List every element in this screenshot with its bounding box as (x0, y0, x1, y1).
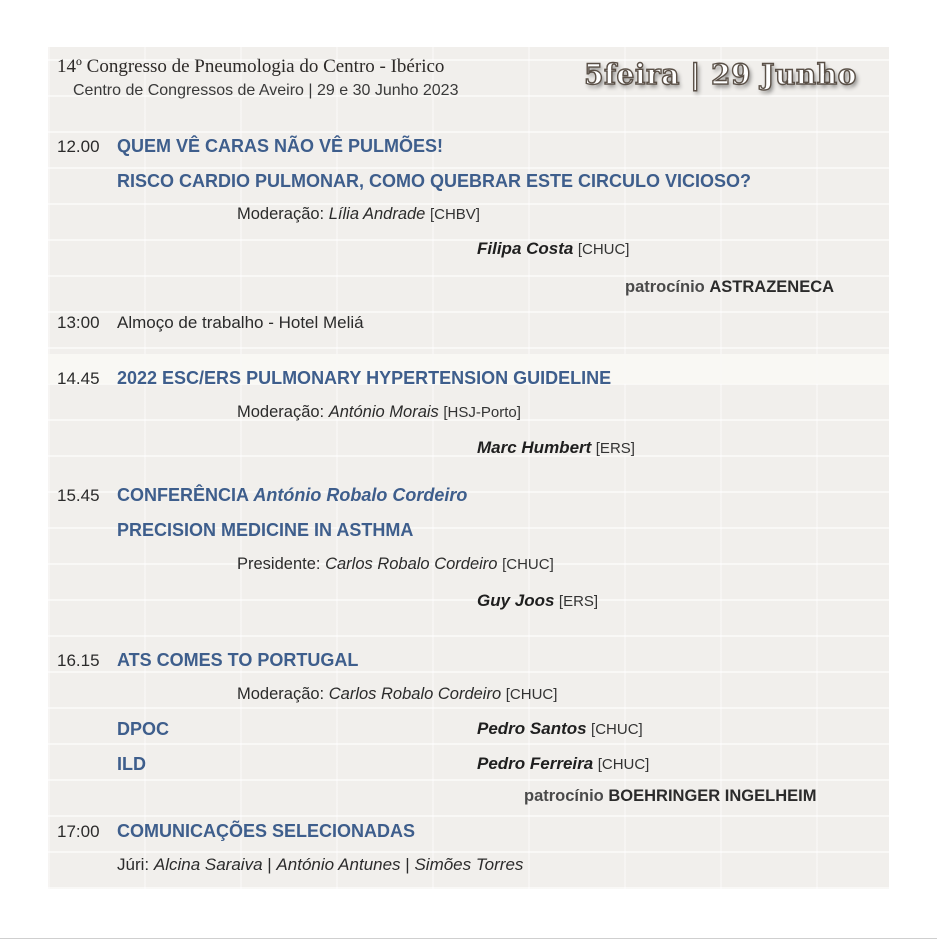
moderator-name: Lília Andrade (328, 205, 426, 223)
speaker-affiliation: [ERS] (595, 440, 635, 457)
session4-moderation (237, 685, 557, 704)
jury-label: Júri: (117, 855, 150, 874)
session4-time: 16.15 (57, 651, 100, 670)
speaker-affiliation: [CHUC] (577, 241, 630, 258)
moderator-affiliation: [CHUC] (505, 686, 558, 703)
session2-title: 2022 ESC/ERS PULMONARY HYPERTENSION GUIDELINE (117, 368, 612, 388)
session1-title-line2: RISCO CARDIO PULMONAR, COMO QUEBRAR ESTE CIRCULO VICIOSO? (117, 171, 752, 191)
speaker-name: Pedro Ferreira (477, 754, 594, 773)
session4-topic-ild: ILD (117, 754, 146, 774)
speaker-name: Marc Humbert (477, 438, 592, 457)
bottom-divider (0, 938, 937, 939)
session4-speaker-line-1 (477, 719, 643, 739)
speaker-affiliation: [CHUC] (591, 721, 643, 738)
day-label: 5feira | 29 Junho (584, 58, 857, 91)
speaker-affiliation: [ERS] (558, 593, 599, 610)
jury-member-1: Alcina Saraiva (153, 855, 263, 874)
sponsor-prefix: patrocínio (625, 278, 705, 296)
conference-title: 14º Congresso de Pneumologia do Centro - Ibérico (57, 56, 445, 77)
session3-president (237, 555, 554, 574)
jury-member-3: Simões Torres (414, 855, 524, 874)
speaker-name: Guy Joos (477, 591, 555, 610)
speaker-name: Pedro Santos (477, 719, 587, 738)
moderation-label: Moderação: (237, 205, 325, 223)
session1-sponsor (625, 278, 834, 297)
session3-speaker-line (477, 591, 598, 611)
session1-moderation (237, 205, 480, 224)
speaker-affiliation: [CHUC] (597, 756, 650, 773)
moderator-name: Carlos Robalo Cordeiro (328, 685, 502, 703)
president-name: Carlos Robalo Cordeiro (325, 555, 498, 573)
session4-topic-dpoc: DPOC (117, 719, 170, 739)
sponsor-name: BOEHRINGER INGELHEIM (608, 787, 817, 805)
session2-moderation (237, 403, 521, 422)
lunch-text: Almoço de trabalho - Hotel Meliá (117, 313, 364, 332)
speaker-name: Filipa Costa (477, 239, 574, 258)
conference-subtitle: Centro de Congressos de Aveiro | 29 e 30 Junho 2023 (73, 82, 459, 99)
moderator-affiliation: [CHBV] (429, 206, 480, 223)
session1-time: 12.00 (57, 137, 100, 156)
session4-speaker-line-2 (477, 754, 649, 774)
sponsor-name: ASTRAZENECA (709, 278, 835, 296)
session3-title-line1 (117, 485, 467, 506)
sponsor-prefix: patrocínio (524, 787, 604, 805)
session5-time: 17:00 (57, 822, 100, 841)
lunch-time: 13:00 (57, 313, 100, 332)
jury-member-2: António Antunes (276, 855, 401, 874)
session2-time: 14.45 (57, 369, 100, 388)
president-label: Presidente: (237, 555, 321, 573)
session1-title-line1: QUEM VÊ CARAS NÃO VÊ PULMÕES! (117, 136, 444, 156)
session3-time: 15.45 (57, 486, 100, 505)
conference-honoree: António Robalo Cordeiro (253, 485, 468, 505)
session4-sponsor (524, 787, 816, 806)
session4-title: ATS COMES TO PORTUGAL (117, 650, 359, 670)
moderator-affiliation: [HSJ-Porto] (443, 404, 521, 421)
session5-title: COMUNICAÇÕES SELECIONADAS (117, 821, 416, 841)
jury-separator-1: | (267, 855, 272, 874)
session2-speaker-line (477, 438, 635, 458)
session5-jury (117, 855, 523, 875)
moderation-label: Moderação: (237, 685, 325, 703)
session1-speaker-line (477, 239, 629, 259)
conference-label: CONFERÊNCIA (117, 485, 249, 505)
session3-title-line2: PRECISION MEDICINE IN ASTHMA (117, 520, 414, 540)
moderator-name: António Morais (328, 403, 439, 421)
president-affiliation: [CHUC] (502, 556, 554, 573)
jury-separator-2: | (405, 855, 410, 874)
moderation-label: Moderação: (237, 403, 325, 421)
